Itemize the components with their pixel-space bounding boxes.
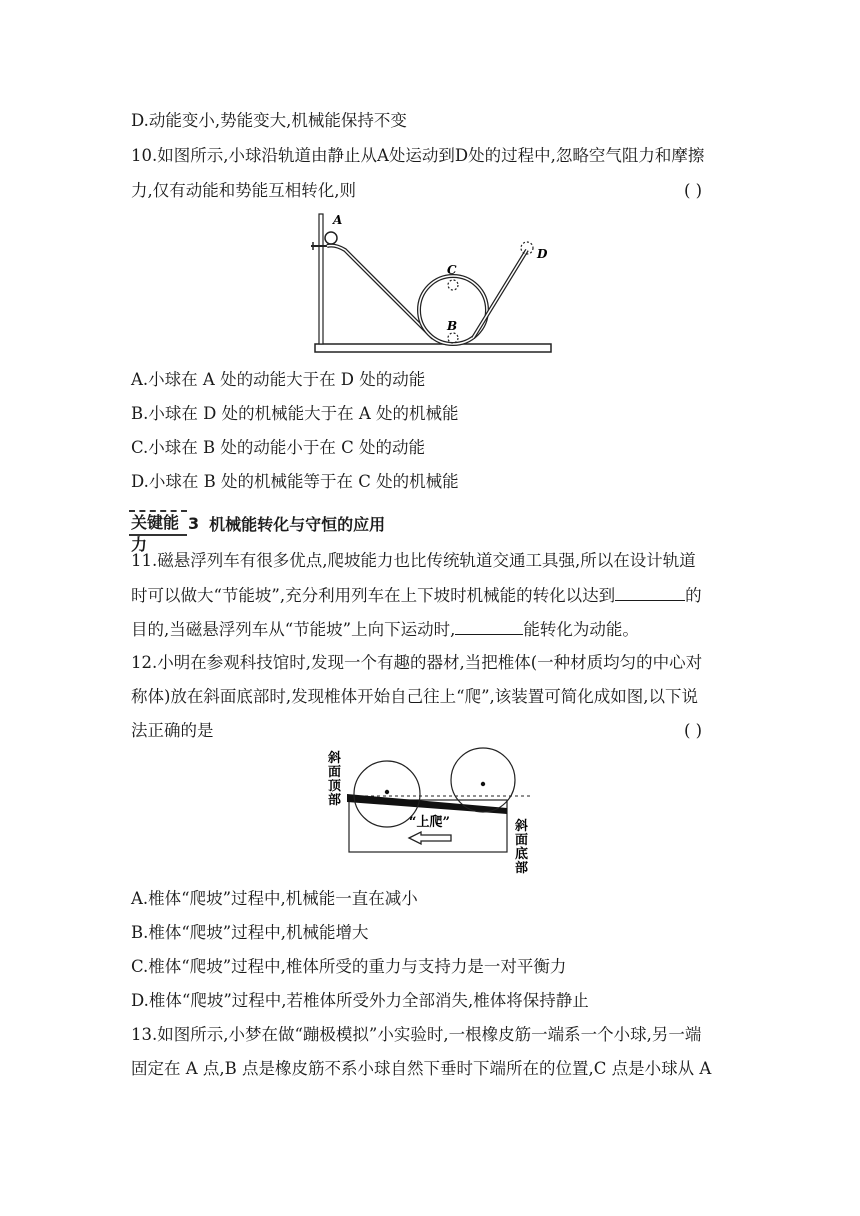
q10-label-d: D: [537, 247, 548, 261]
q10-option-a: A.小球在 A 处的动能大于在 D 处的动能: [131, 370, 426, 389]
q12-bottom-label-1: 面: [515, 833, 529, 848]
q11-stem-line2: 时可以做大“节能坡”,充分利用列车在上下坡时机械能的转化以达到 的: [131, 586, 702, 605]
q10-stand-pole: [319, 214, 323, 344]
q12-option-d: D.椎体“爬坡”过程中,若椎体所受外力全部消失,椎体将保持静止: [131, 991, 589, 1010]
q10-track: [327, 246, 433, 339]
q13-stem-line2: 固定在 A 点,B 点是橡皮筋不系小球自然下垂时下端所在的位置,C 点是小球从 A: [131, 1059, 712, 1078]
q10-label-a: A: [333, 213, 343, 227]
q10-option-b: B.小球在 D 处的机械能大于在 A 处的机械能: [131, 404, 459, 423]
q10-ball-a: [325, 232, 337, 244]
q10-option-d: D.小球在 B 处的机械能等于在 C 处的机械能: [131, 472, 459, 491]
q12-option-b: B.椎体“爬坡”过程中,机械能增大: [131, 923, 369, 942]
q12-option-c: C.椎体“爬坡”过程中,椎体所受的重力与支持力是一对平衡力: [131, 957, 567, 976]
q12-left-arrow: [409, 832, 451, 844]
q11-blank-2[interactable]: [455, 618, 523, 635]
q10-stem-line1: 10.如图所示,小球沿轨道由静止从A处运动到D处的过程中,忽略空气阻力和摩擦: [131, 146, 705, 165]
q11-stem-line3: 目的,当磁悬浮列车从“节能坡”上向下运动时, 能转化为动能。: [131, 620, 639, 639]
q10-stem-line2: 力,仅有动能和势能互相转化,则: [131, 181, 356, 200]
q12-stem-line3: 法正确的是: [131, 721, 214, 740]
q12-climb-label: “上爬”: [409, 815, 450, 830]
q10-label-b: B: [447, 319, 458, 333]
q12-top-label-2: 顶: [328, 779, 342, 794]
q12-stem-line2: 称体)放在斜面底部时,发现椎体开始自己往上“爬”,该装置可简化成如图,以下说: [131, 687, 699, 706]
q11-blank-1[interactable]: [615, 584, 685, 601]
q12-rail: [347, 794, 507, 814]
section-number: 3: [188, 513, 200, 533]
q12-bottom-label-0: 斜: [515, 819, 529, 834]
q10-option-c: C.小球在 B 处的动能小于在 C 处的动能: [131, 438, 426, 457]
q12-cone-figure: [325, 744, 540, 882]
q12-top-label-0: 斜: [328, 751, 342, 766]
q10-label-c: C: [447, 263, 457, 277]
q10-ball-c: [448, 280, 458, 290]
section-title: 机械能转化与守恒的应用: [209, 514, 386, 534]
q12-stem-line1: 12.小明在参观科技馆时,发现一个有趣的器材,当把椎体(一种材质均匀的中心对: [131, 653, 703, 672]
q10-base: [315, 344, 551, 352]
section-tag: 关键能力: [129, 510, 187, 536]
q10-ball-b: [448, 333, 458, 343]
q13-stem-line1: 13.如图所示,小梦在做“蹦极模拟”小实验时,一根橡皮筋一端系一个小球,另一端: [131, 1025, 702, 1044]
q10-answer-bracket: ( ): [684, 181, 703, 200]
section-heading: [129, 510, 386, 554]
q12-bottom-label-3: 部: [515, 861, 529, 876]
q12-answer-bracket: ( ): [684, 721, 703, 740]
q12-top-label-1: 面: [328, 765, 342, 780]
q12-top-label-3: 部: [328, 793, 342, 808]
q12-option-a: A.椎体“爬坡”过程中,机械能一直在减小: [131, 889, 418, 908]
q12-cone-right: [451, 748, 515, 812]
q9-option-d: D.动能变小,势能变大,机械能保持不变: [131, 111, 407, 130]
q10-track-figure: [305, 210, 555, 358]
q11-stem-line1: 11.磁悬浮列车有很多优点,爬坡能力也比传统轨道交通工具强,所以在设计轨道: [131, 551, 696, 570]
q12-bottom-label-2: 底: [515, 847, 529, 862]
